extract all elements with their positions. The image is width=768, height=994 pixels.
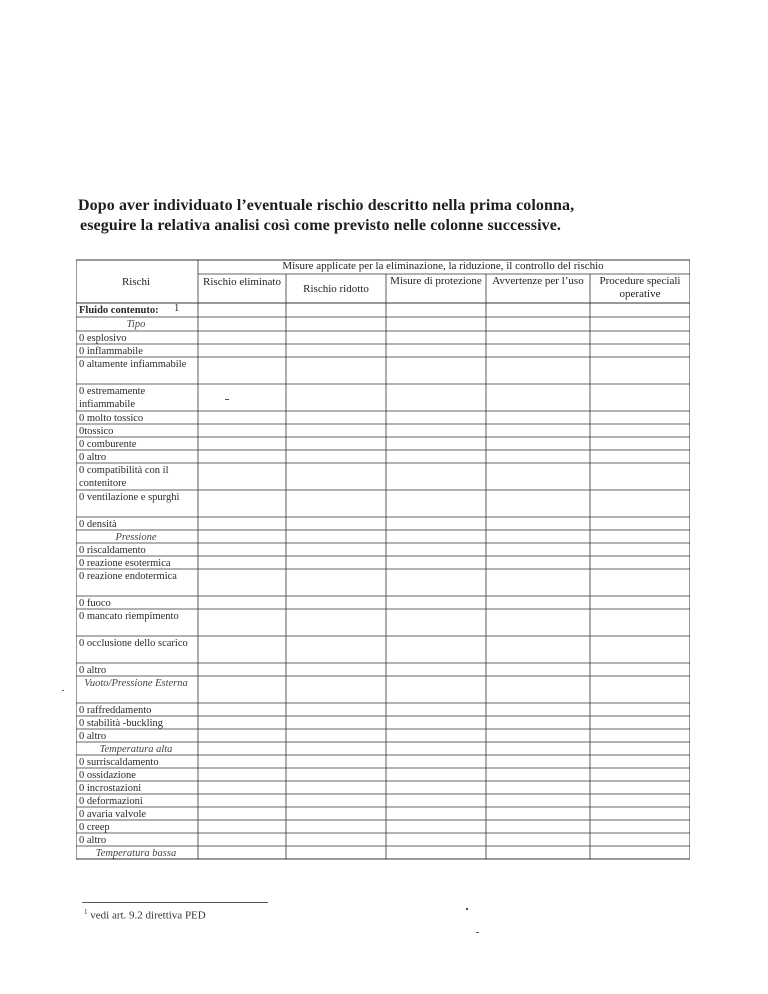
table-row-label: 0 esplosivo [79,333,127,344]
scan-speck [62,690,64,691]
intro-text [78,196,638,236]
table-row-label: Tipo [126,319,146,330]
table-row-label: 0 ossidazione [79,770,136,781]
footnote-ref: 1 [174,303,180,314]
footnote-text: vedi art. 9.2 direttiva PED [90,909,206,922]
header-misure-protezione: Misure di protezione [390,275,482,287]
table-row-label: 0 stabilità -buckling [79,718,163,729]
table-row-label: 0 raffreddamento [79,705,152,716]
table-row-label: 0 altro [79,835,107,846]
table-row-label: 0 altro [79,665,107,676]
table-row-label: 0 altamente infiammabile [79,359,187,370]
header-group-misure: Misure applicate per la eliminazione, la riduzione, il controllo del rischio [282,260,604,272]
table-row-label: 0 inflammabile [79,346,143,357]
table-row-label: 0 altro [79,452,107,463]
table-row-label: 0 reazione endotermica [79,571,177,582]
table-row-label: 0 estremamente infiammabile [79,386,146,410]
footnote-separator [82,902,268,903]
table-row-label: Pressione [115,532,157,543]
intro-line-2: eseguire la relativa analisi così come previsto nelle colonne successive. [80,217,562,234]
footnote-mark: 1 [84,908,88,916]
table-row-label: 0 avaria valvole [79,809,147,820]
table-row-label: Temperatura alta [99,744,173,755]
table-row-label: Temperatura bassa [95,848,177,859]
header-rischio-ridotto: Rischio ridotto [303,283,369,295]
table-row-label: 0 mancato riempimento [79,611,179,622]
header-rischi: Rischi [121,276,151,288]
risk-analysis-table [76,258,690,880]
table-row-label: 0 riscaldamento [79,545,146,556]
table-row-label: 0 altro [79,731,107,742]
table-row-label: 0 ventilazione e spurghi [79,492,180,503]
footnote [84,908,206,922]
scan-speck [225,399,229,400]
table-row-label: 0 compatibilità con il contenitore [79,465,169,489]
header-avvertenze-uso: Avvertenze per l’uso [492,275,584,287]
table-row-label: 0 occlusione dello scarico [79,638,188,649]
table-row-label: 0 densità [79,519,117,530]
table-row-label: 0 incrostazioni [79,783,142,794]
header-rischio-eliminato: Rischio eliminato [203,276,281,288]
intro-line-1: Dopo aver individuato l’eventuale rischio descritto nella prima colonna, [78,197,575,214]
table-row-label: 0 fuoco [79,598,111,609]
table-row-label: 0 comburente [79,439,137,450]
table-row-label: 0 surriscaldamento [79,757,159,768]
table-row-label: 0 reazione esotermica [79,558,171,569]
table-row-label: 0 molto tossico [79,413,144,424]
table-row-label: 0tossico [79,426,114,437]
table-row-label: Fluido contenuto: [79,305,159,316]
scan-speck [476,932,479,933]
table-row-label: 0 deformazioni [79,796,143,807]
table-row-label: 0 creep [79,822,110,833]
header-procedure-speciali: Procedure speciali operative [599,275,681,300]
table-row-label: Vuoto/Pressione Esterna [84,678,188,689]
scan-speck [466,908,468,910]
